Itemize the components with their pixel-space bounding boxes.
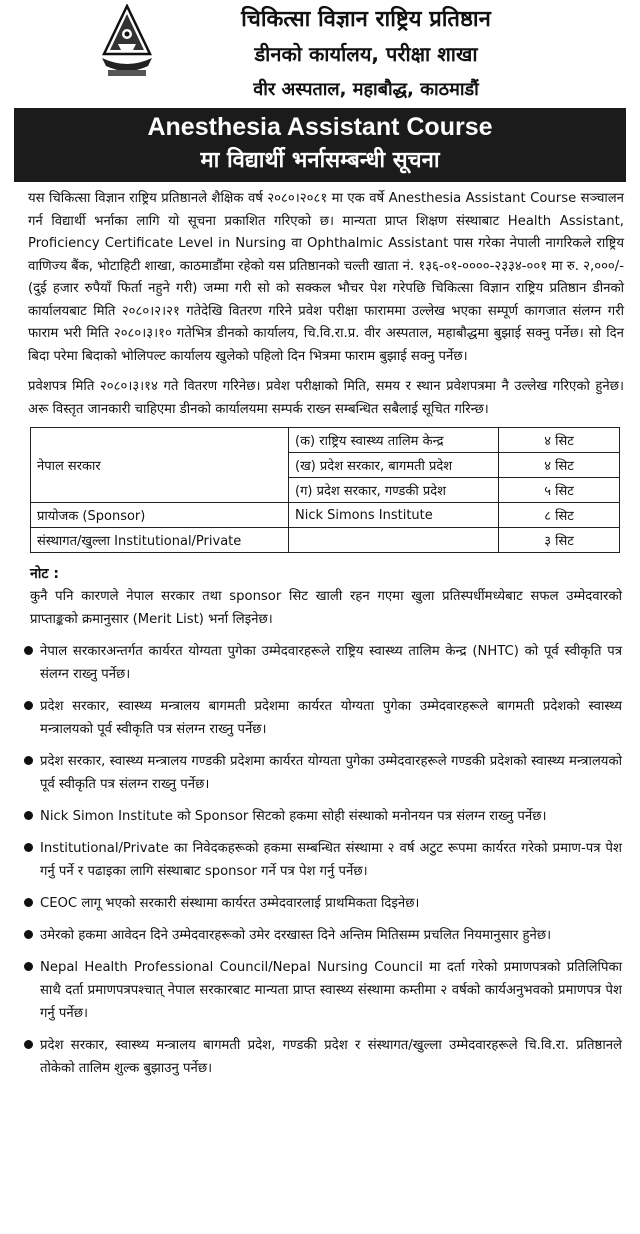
note-text: प्रदेश सरकार, स्वास्थ्य मन्त्रालय बागमती प्रदेशमा कार्यरत योग्यता पुगेका उम्मेदवारहरूले बागमती प्रदेशको स्वास्थ्य मन्त्रालयको पूर्व स्वीकृति पत्र संलग्न राख्नु पर्नेछ। bbox=[40, 699, 622, 737]
note-text: Nepal Health Professional Council/Nepal Nursing Council मा दर्ता गरेको प्रमाणपत्रको प्रतिलिपिका साथै दर्ता प्रमाणपत्रपश्चात् नेपाल सरकारबाट मान्यता प्राप्त स्वास्थ्य संस्थामा कम्तीमा २ वर्षको कार्यअनुभवको प्रमाणपत्र पेश गर्नु पर्नेछ। bbox=[40, 960, 622, 1021]
bullet-icon bbox=[24, 898, 33, 907]
header bbox=[6, 0, 634, 108]
open-cell: संस्थागत/खुल्ला Institutional/Private bbox=[31, 528, 289, 553]
bullet-icon bbox=[24, 646, 33, 655]
paragraph-application: यस चिकित्सा विज्ञान राष्ट्रिय प्रतिष्ठानले शैक्षिक वर्ष २०८०।२०८१ मा एक वर्षे Anesthesia Assistant Course सञ्चालन गर्न विद्यार्थी भर्नाका लागि यो सूचना प्रकाशित गरिएको छ। मान्यता प्राप्त शिक्षण संस्थाबाट Health Assistant, Proficiency Certificate Level in Nursing वा Ophthalmic Assistant पास गरेका नेपाली नागरिकले राष्ट्रिय वाणिज्य बैंक, भोटाहिटी शाखा, काठमाडौंमा रहेको यस प्रतिष्ठानको चल्ती खाता नं. १३६-०१-००००-२३३४-००१ मा रु. २,०००/- (दुई हजार रुपैयाँ फिर्ता नहुने गरी) जम्मा गरी सो को सक्कल भौचर पेश गरेपछि चिकित्सा विज्ञान राष्ट्रिय प्रतिष्ठान डीनको कार्यालयबाट मिति २०८०।२।२१ गतेदेखि वितरण गरिने प्रवेश परीक्षा फाराममा उल्लेख भएका सम्पूर्ण कागजात संलग्न गरी फाराम भरी मिति २०८०।३।१० गतेभित्र डीनको कार्यालय, चि.वि.रा.प्र. वीर अस्पताल, महाबौद्धमा बुझाई सक्नु पर्नेछ। सो दिन बिदा परेमा बिदाको भोलिपल्ट कार्यालय खुलेको पहिलो दिन भित्रमा फाराम बुझाई सक्नु पर्नेछ। bbox=[28, 191, 624, 364]
course-title: Anesthesia Assistant Course bbox=[147, 113, 493, 141]
bagmati-cell: (ख) प्रदेश सरकार, बागमती प्रदेश bbox=[289, 453, 499, 478]
table-row bbox=[31, 503, 620, 528]
note-text: प्रदेश सरकार, स्वास्थ्य मन्त्रालय गण्डकी प्रदेशमा कार्यरत योग्यता पुगेका उम्मेदवारहरूले गण्डकी प्रदेशको स्वास्थ्य मन्त्रालयको पूर्व स्वीकृति पत्र संलग्न राख्नु पर्नेछ। bbox=[40, 754, 622, 792]
note-heading: नोट : bbox=[30, 566, 59, 582]
bullet-icon bbox=[24, 811, 33, 820]
list-item bbox=[6, 695, 622, 741]
note-text: नेपाल सरकारअन्तर्गत कार्यरत योग्यता पुगेका उम्मेदवारहरूले राष्ट्रिय स्वास्थ्य तालिम केन्द्र (NHTC) को पूर्व स्वीकृति पत्र संलग्न राख्नु पर्नेछ। bbox=[40, 644, 622, 682]
list-item bbox=[6, 640, 622, 686]
list-item bbox=[6, 1034, 622, 1080]
note-intro: कुनै पनि कारणले नेपाल सरकार तथा sponsor सिट खाली रहन गएमा खुला प्रतिस्पर्धीमध्येबाट सफल उम्मेदवारको प्राप्ताङ्कको क्रमानुसार (Merit List) भर्ना लिइनेछ। bbox=[30, 589, 622, 627]
list-item bbox=[6, 837, 622, 883]
bullet-icon bbox=[24, 701, 33, 710]
bullet-icon bbox=[24, 930, 33, 939]
gandaki-seats: ५ सिट bbox=[499, 478, 620, 503]
notice-subtitle: मा विद्यार्थी भर्नासम्बन्धी सूचना bbox=[200, 148, 440, 173]
title-banner bbox=[14, 108, 626, 182]
nhtc-seats: ४ सिट bbox=[499, 428, 620, 453]
list-item bbox=[6, 805, 622, 828]
nhtc-cell: (क) राष्ट्रिय स्वास्थ्य तालिम केन्द्र bbox=[289, 428, 499, 453]
table-row bbox=[31, 428, 620, 453]
notes-list bbox=[6, 640, 622, 1080]
office-name: डीनको कार्यालय, परीक्षा शाखा bbox=[254, 42, 478, 66]
gandaki-cell: (ग) प्रदेश सरकार, गण्डकी प्रदेश bbox=[289, 478, 499, 503]
seat-table bbox=[30, 427, 620, 553]
empty-cell bbox=[289, 528, 499, 553]
sponsor-name-cell: Nick Simons Institute bbox=[289, 503, 499, 528]
list-item bbox=[6, 892, 622, 915]
bullet-icon bbox=[24, 1040, 33, 1049]
bagmati-seats: ४ सिट bbox=[499, 453, 620, 478]
bullet-icon bbox=[24, 843, 33, 852]
open-seats: ३ सिट bbox=[499, 528, 620, 553]
paragraph-admit-card: प्रवेशपत्र मिति २०८०।३।१४ गते वितरण गरिनेछ। प्रवेश परीक्षाको मिति, समय र स्थान प्रवेशपत्रमा नै उल्लेख गरिएको हुनेछ। अरू विस्तृत जानकारी चाहिएमा डीनको कार्यालयमा सम्पर्क राख्न सम्बन्धित सबैलाई सूचित गरिन्छ। bbox=[28, 379, 624, 417]
note-text: प्रदेश सरकार, स्वास्थ्य मन्त्रालय बागमती प्रदेश, गण्डकी प्रदेश र संस्थागत/खुल्ला उम्मेदवारहरूले चि.वि.रा. प्रतिष्ठानले तोकेको तालिम शुल्क बुझाउनु पर्नेछ। bbox=[40, 1038, 622, 1076]
bullet-icon bbox=[24, 962, 33, 971]
table-row bbox=[31, 528, 620, 553]
bullet-icon bbox=[24, 756, 33, 765]
nepal-emblem-logo-icon bbox=[96, 4, 158, 82]
note-text: Institutional/Private का निवेदकहरूको हकमा सम्बन्धित संस्थामा २ वर्ष अटुट रूपमा कार्यरत गरेको प्रमाण-पत्र पेश गर्नु पर्ने र पढाइका लागि संस्थाबाट sponsor गर्ने पत्र पेश गर्नु पर्नेछ। bbox=[40, 841, 622, 879]
org-name: चिकित्सा विज्ञान राष्ट्रिय प्रतिष्ठान bbox=[241, 7, 491, 32]
note-text: CEOC लागू भएको सरकारी संस्थामा कार्यरत उम्मेदवारलाई प्राथमिकता दिइनेछ। bbox=[40, 896, 420, 911]
list-item bbox=[6, 956, 622, 1025]
nepal-govt-cell: नेपाल सरकार bbox=[31, 428, 289, 503]
note-text: उमेरको हकमा आवेदन दिने उम्मेदवारहरूको उमेर दरखास्त दिने अन्तिम मितिसम्म प्रचलित नियमानुसार हुनेछ। bbox=[40, 928, 552, 943]
list-item bbox=[6, 750, 622, 796]
office-address: वीर अस्पताल, महाबौद्ध, काठमाडौं bbox=[253, 79, 479, 100]
sponsor-seats: ८ सिट bbox=[499, 503, 620, 528]
list-item bbox=[6, 924, 622, 947]
note-text: Nick Simon Institute को Sponsor सिटको हकमा सोही संस्थाको मनोनयन पत्र संलग्न राख्नु पर्नेछ। bbox=[40, 809, 547, 824]
sponsor-cell: प्रायोजक (Sponsor) bbox=[31, 503, 289, 528]
